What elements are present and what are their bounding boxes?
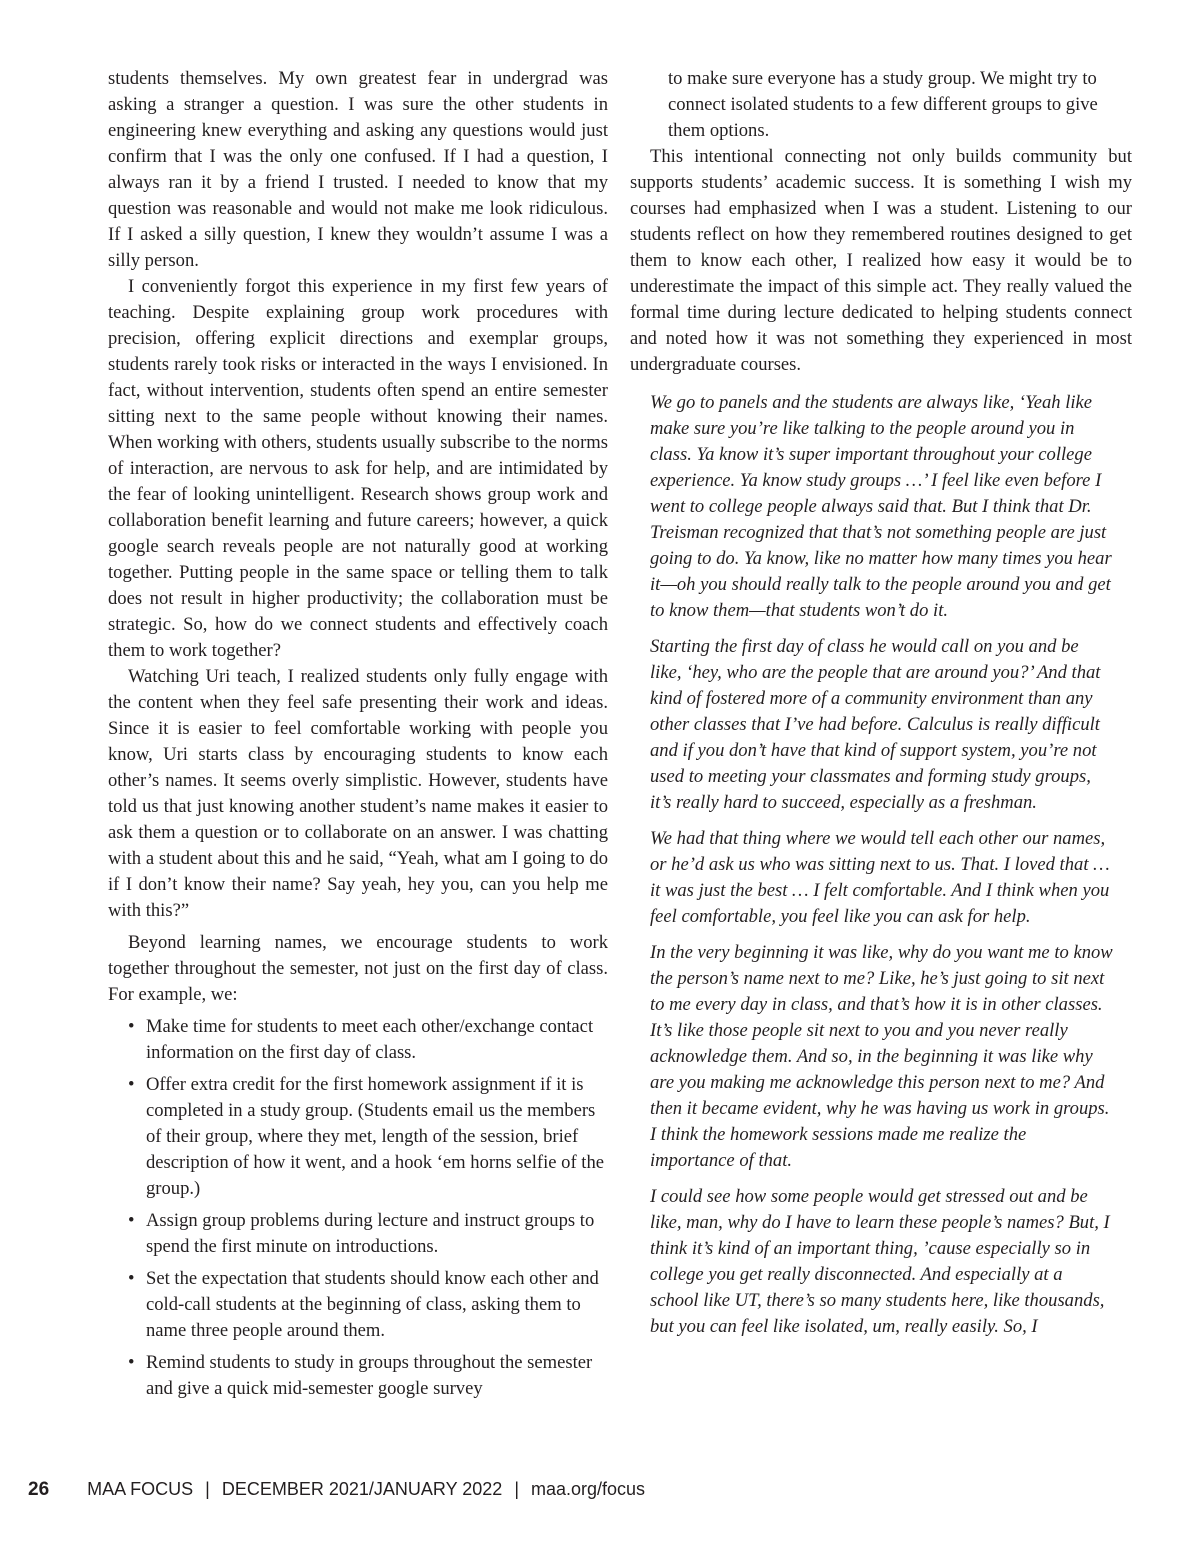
student-quote: I could see how some people would get stressed out and be like, man, why do I have to learn these people’s names? But, I think it’s kind of an important thing, ’cause especially so in college you get really disconnected. And especially at a school like UT, there’s so many students here, like thousands, but you can feel like isolated, um, really easily. So, I xyxy=(650,1186,1110,1337)
student-quote: Starting the first day of class he would call on you and be like, ‘hey, who are the people that are around you?’ And that kind of fostered more of a community environment than any other classes that I’ve had before. Calculus is really difficult and if you don’t have that kind of support system, you’re not used to meeting your classmates and forming study groups, it’s really hard to succeed, especially as a freshman. xyxy=(650,636,1101,813)
student-quote: We had that thing where we would tell each other our names, or he’d ask us who was sitting next to us. That. I loved that … it was just the best … I felt comfortable. And I think when you feel comfortable, you feel like you can ask for help. xyxy=(650,828,1110,927)
list-item-text: Remind students to study in groups throughout the semester and give a quick mid-semester google survey xyxy=(146,1352,593,1399)
bullet-icon: • xyxy=(128,1016,135,1037)
paragraph: students themselves. My own greatest fear in undergrad was asking a stranger a question. I was sure the other students in engineering knew everything and asking any questions would just confirm that I was the only one confused. If I had a question, I always ran it by a friend I trusted. I needed to know that my question was reasonable and would not make me look ridiculous. If I asked a silly question, I knew they wouldn’t assume I was a silly person. xyxy=(108,68,608,271)
list-item xyxy=(126,1266,608,1344)
bullet-continuation: to make sure everyone has a study group. We might try to connect isolated students to a few different groups to give them options. xyxy=(668,68,1098,141)
left-column xyxy=(108,66,608,1408)
list-item xyxy=(126,1014,608,1066)
paragraph: I conveniently forgot this experience in my first few years of teaching. Despite explaining group work procedures with precision, offering explicit directions and exemplar groups, students rarely took risks or interacted in the ways I envisioned. In fact, without intervention, students often spend an entire semester sitting next to the same people without knowing their names. When working with others, students usually subscribe to the norms of interaction, are nervous to ask for help, and are intimidated by the fear of looking unintelligent. Research shows group work and collaboration benefit learning and future careers; however, a quick google search reveals people are not naturally good at working together. Putting people in the same space or telling them to talk does not result in higher productivity; the collaboration must be strategic. So, how do we connect students and effectively coach them to work together? xyxy=(108,276,608,661)
page-footer xyxy=(28,1479,645,1501)
paragraph: Beyond learning names, we encourage students to work together throughout the semester, not just on the first day of class. For example, we: xyxy=(108,932,608,1005)
bullet-icon: • xyxy=(128,1352,135,1373)
bullet-icon: • xyxy=(128,1210,135,1231)
list-item-text: Set the expectation that students should know each other and cold-call students at the beginning of class, asking them to name three people around them. xyxy=(146,1268,599,1341)
right-column xyxy=(630,66,1132,1340)
page-number: 26 xyxy=(28,1479,50,1500)
issue-date: DECEMBER 2021/JANUARY 2022 xyxy=(221,1479,503,1499)
list-item xyxy=(126,1072,608,1202)
paragraph: This intentional connecting not only builds community but supports students’ academic success. It is something I wish my courses had emphasized when I was a student. Listening to our students reflect on how they remembered routines designed to get them to know each other, I realized how easy it would be to underestimate the impact of this simple act. They really valued the formal time during lecture dedicated to helping students connect and noted how it was not something they experienced in most undergraduate courses. xyxy=(630,146,1132,375)
paragraph: Watching Uri teach, I realized students only fully engage with the content when they feel safe presenting their work and ideas. Since it is easier to feel comfortable working with people you know, Uri starts class by encouraging students to know each other’s names. It seems overly simplistic. However, students have told us that just knowing another student’s name makes it easier to ask them a question or to collaborate on an answer. I was chatting with a student about this and he said, “Yeah, what am I going to do if I don’t know their name? Say yeah, hey you, can you help me with this?” xyxy=(108,666,608,921)
list-item xyxy=(126,1350,608,1402)
footer-separator: | xyxy=(514,1479,519,1499)
student-quote: We go to panels and the students are always like, ‘Yeah like make sure you’re like talking to the people around you in class. Ya know it’s super important throughout your college experience. Ya know study groups …’ I feel like even before I went to college people always said that. But I think that Dr. Treisman recognized that that’s not something people are just going to do. Ya know, like no matter how many times you hear it—oh you should really talk to the people around you and get to know them—that students won’t do it. xyxy=(650,392,1112,621)
bullet-list xyxy=(108,1014,608,1402)
footer-separator: | xyxy=(205,1479,210,1499)
magazine-name: MAA FOCUS xyxy=(87,1479,194,1499)
list-item-text: Assign group problems during lecture and instruct groups to spend the first minute on introductions. xyxy=(146,1210,595,1257)
bullet-icon: • xyxy=(128,1268,135,1289)
list-item xyxy=(126,1208,608,1260)
bullet-icon: • xyxy=(128,1074,135,1095)
list-item-text: Make time for students to meet each other/exchange contact information on the first day of class. xyxy=(146,1016,594,1063)
student-quote: In the very beginning it was like, why do you want me to know the person’s name next to me? Like, he’s just going to sit next to me every day in class, and that’s how it is in other classes. It’s like those people sit next to you and you never really acknowledge them. And so, in the beginning it was like why are you making me acknowledge this person next to me? And then it became evident, why he was having us work in groups. I think the homework sessions made me realize the importance of that. xyxy=(650,942,1113,1171)
list-item-text: Offer extra credit for the first homework assignment if it is completed in a study group. (Students email us the members of their group, where they met, length of the session, brief description of how it went, and a hook ‘em horns selfie of the group.) xyxy=(146,1074,605,1199)
footer-url: maa.org/focus xyxy=(531,1479,646,1499)
